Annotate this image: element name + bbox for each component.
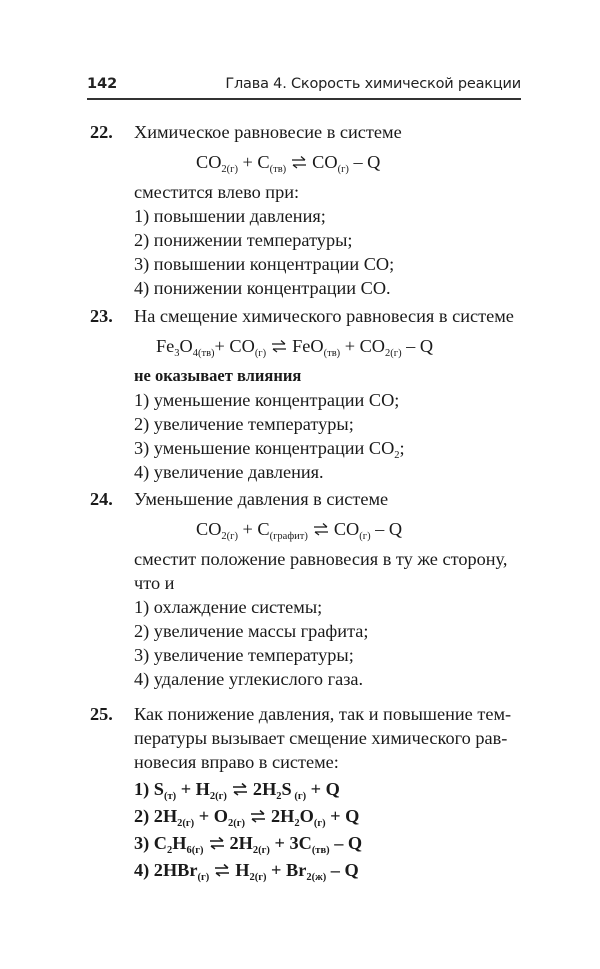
- answer-option: 4) увеличение давления.: [134, 462, 324, 482]
- task-24: [90, 487, 530, 691]
- answer-option: 1) уменьшение концентрации CO;: [134, 390, 400, 410]
- answer-option: 3) уменьшение концентрации $CO_2$;: [134, 438, 405, 461]
- answer-option: 4) удаление углекислого газа.: [134, 669, 364, 689]
- equilibrium-arrow-icon: [213, 863, 231, 877]
- equilibrium-arrow-icon: [312, 522, 330, 536]
- answer-option: 1) $S_{(т)} + H_{2(г)}$ $2H_2S$ $_{(г)}$ + Q: [134, 779, 340, 802]
- answer-option: 2) $2H_{2(г)} + O_{2(г)}$ $2H_2O_{(г)} + Q$: [134, 806, 360, 829]
- task-prompt: сместится влево при:: [134, 182, 300, 202]
- task-question: Как понижение давления, так и повышение тем-: [134, 704, 512, 724]
- answer-option: 2) понижении температуры;: [134, 230, 353, 250]
- reaction-equation: $Fe_3O_{4(тв)}+ CO_{(г)}$ $FeO_{(тв)} + CO_{2(г)} - Q$: [156, 336, 434, 359]
- equilibrium-arrow-icon: [208, 836, 226, 850]
- task-question: новесия вправо в системе:: [134, 752, 339, 772]
- answer-option: 1) охлаждение системы;: [134, 597, 323, 617]
- answer-option: 3) увеличение температуры;: [134, 645, 354, 665]
- chapter-title: Глава 4. Скорость химической реакции: [225, 76, 521, 92]
- task-prompt: сместит положение равновесия в ту же сторону,: [134, 549, 508, 569]
- answer-option: 2) увеличение температуры;: [134, 414, 354, 434]
- reaction-equation: $CO_{2(г)} + C_{(тв)}$ $CO_{(г)}$ – Q: [196, 152, 381, 175]
- header-rule: [87, 98, 521, 100]
- answer-option: 4) понижении концентрации CO.: [134, 278, 391, 298]
- answer-option: 3) повышении концентрации CO;: [134, 254, 395, 274]
- task-25: [90, 702, 530, 884]
- answer-option: 1) повышении давления;: [134, 206, 326, 226]
- task-question: Уменьшение давления в системе: [134, 489, 389, 509]
- task-prompt: что и: [134, 573, 175, 593]
- answer-option: 4) 2HBr$_{(г)}$ $H_{2(г)} + Br_{2(ж)} - Q$: [134, 860, 359, 883]
- task-number: 25.: [90, 704, 113, 724]
- equilibrium-arrow-icon: [270, 339, 288, 353]
- reaction-equation: $CO_{2(г)} + C_{(графит)}$ $CO_{(г)}$ – Q: [196, 519, 403, 542]
- task-23: [90, 304, 530, 484]
- equilibrium-arrow-icon: [231, 782, 249, 796]
- task-number: 24.: [90, 489, 113, 509]
- task-question: Химическое равновесие в системе: [134, 122, 402, 142]
- equilibrium-arrow-icon: [249, 809, 267, 823]
- answer-option: 2) увеличение массы графита;: [134, 621, 369, 641]
- running-header: [87, 72, 521, 98]
- answer-option: 3) $C_2H_{6(г)}$ $2H_{2(г)} + 3C_{(тв)} - Q$: [134, 833, 363, 856]
- task-number: 23.: [90, 306, 113, 326]
- task-question: пературы вызывает смещение химического рав-: [134, 728, 508, 748]
- equilibrium-arrow-icon: [290, 155, 308, 169]
- task-22: [90, 120, 530, 300]
- task-question: На смещение химического равновесия в системе: [134, 306, 514, 326]
- task-number: 22.: [90, 122, 113, 142]
- page-number: 142: [87, 76, 118, 92]
- task-prompt: не оказывает влияния: [134, 366, 302, 385]
